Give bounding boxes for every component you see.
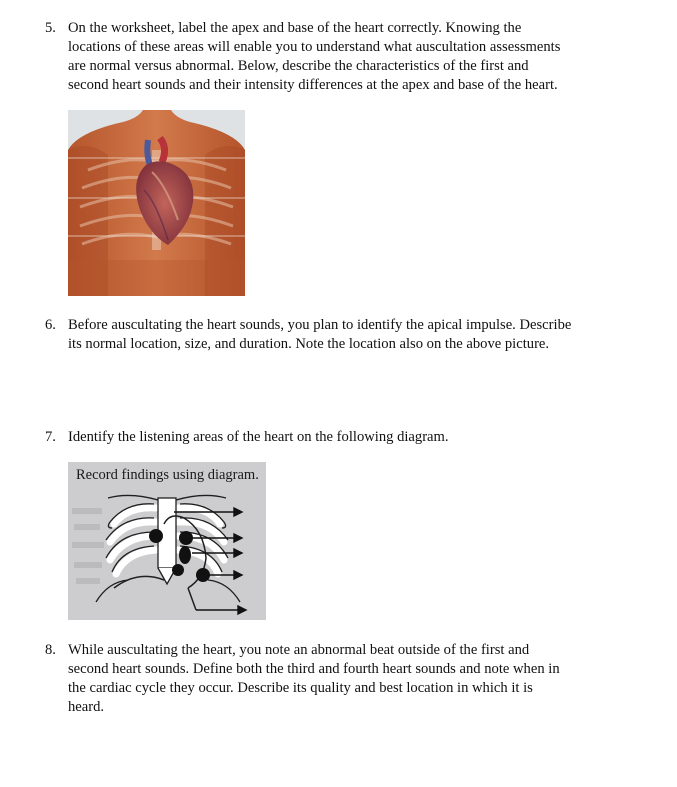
- question-number: 5.: [45, 20, 56, 36]
- question-line: Identify the listening areas of the heart on the following diagram.: [68, 429, 449, 445]
- question-line: Before auscultating the heart sounds, you plan to identify the apical impulse. Describe: [68, 317, 572, 333]
- question-number: 6.: [45, 317, 56, 333]
- auscultation-point: [172, 564, 184, 576]
- question-line: are normal versus abnormal. Below, describe the characteristics of the first and: [68, 58, 529, 74]
- question-line: second heart sounds. Define both the third and fourth heart sounds and note when in: [68, 661, 560, 677]
- question-8: [45, 641, 635, 717]
- auscultation-point: [179, 546, 191, 564]
- question-line: heard.: [68, 699, 105, 715]
- question-line: the cardiac cycle they occur. Describe its quality and best location in which it is: [68, 680, 533, 696]
- question-5: [45, 19, 635, 95]
- chest-heart-illustration: [68, 110, 245, 296]
- question-6: [45, 316, 635, 354]
- question-number: 7.: [45, 429, 56, 445]
- question-line: On the worksheet, label the apex and base of the heart correctly. Knowing the: [68, 20, 522, 36]
- question-7: [45, 428, 635, 447]
- diagram-title: Record findings using diagram.: [76, 467, 259, 483]
- question-line: locations of these areas will enable you to understand what auscultation assessments: [68, 39, 561, 55]
- listening-areas-diagram: [68, 462, 266, 620]
- auscultation-point: [196, 568, 210, 582]
- question-line: While auscultating the heart, you note an abnormal beat outside of the first and: [68, 642, 530, 658]
- chest-heart-photo: [68, 110, 245, 296]
- ribcage-illustration: [68, 462, 266, 620]
- question-line: its normal location, size, and duration. Note the location also on the above picture.: [68, 336, 550, 352]
- auscultation-point: [149, 529, 163, 543]
- question-line: second heart sounds and their intensity differences at the apex and base of the heart.: [68, 77, 558, 93]
- question-number: 8.: [45, 642, 56, 658]
